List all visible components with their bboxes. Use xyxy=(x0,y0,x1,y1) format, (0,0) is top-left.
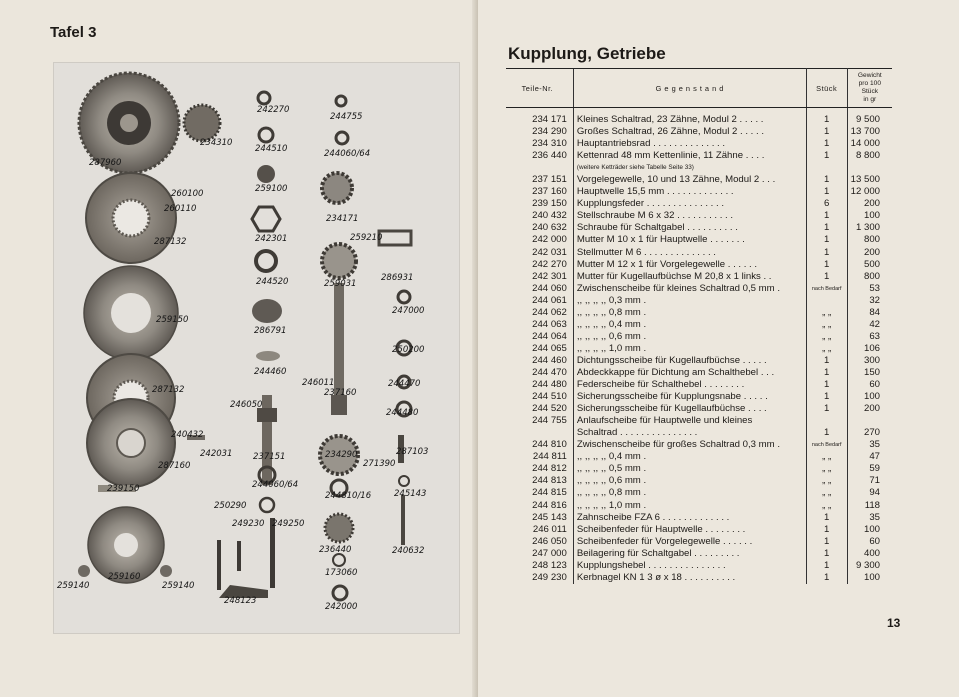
callout: 259160 xyxy=(108,572,141,582)
table-row xyxy=(506,138,892,150)
col-header-gegenstand: G e g e n s t a n d xyxy=(573,69,806,108)
table-row xyxy=(506,536,892,548)
table-row xyxy=(506,427,892,439)
part-quantity: 1 xyxy=(806,222,847,234)
callout: 287103 xyxy=(396,447,429,457)
part-weight: 500 xyxy=(863,258,880,270)
callout: 248123 xyxy=(224,596,257,606)
callout: 287160 xyxy=(158,461,191,471)
table-row xyxy=(506,186,892,198)
part-weight: 47 xyxy=(869,451,880,463)
col-header-gewicht xyxy=(847,69,892,108)
part-number: 244 812 xyxy=(532,463,567,475)
part-description: (weitere Ketträder siehe Tabelle Seite 33) xyxy=(573,162,806,174)
part-weight: 200 xyxy=(863,246,880,258)
part-quantity: „ „ xyxy=(806,451,847,463)
callout: 234290 xyxy=(325,450,358,460)
part-quantity: 1 xyxy=(806,174,847,186)
callout: 260110 xyxy=(164,204,197,214)
callout: 242301 xyxy=(255,234,288,244)
part-number: 249 230 xyxy=(532,571,567,583)
exploded-parts-photo xyxy=(53,62,460,634)
part-weight: 118 xyxy=(864,499,880,511)
table-row xyxy=(506,512,892,524)
callout: 237151 xyxy=(253,452,286,462)
part-quantity: 1 xyxy=(806,234,847,246)
table-row xyxy=(506,367,892,379)
part-number: 246 011 xyxy=(532,523,567,535)
part-number: 234 310 xyxy=(532,138,567,150)
part-weight: 35 xyxy=(869,511,880,523)
table-row xyxy=(506,560,892,572)
part-number: 240 632 xyxy=(532,222,567,234)
callout: 287132 xyxy=(154,237,187,247)
table-row xyxy=(506,222,892,234)
part-weight: 60 xyxy=(869,535,880,547)
part-description: ,, ,, ,, ,, 0,4 mm . xyxy=(573,319,806,331)
callout: 286931 xyxy=(381,273,414,283)
part-description: Kupplungsfeder . . . . . . . . . . . . . . . xyxy=(573,198,806,210)
col-header-nr: Teile-Nr. xyxy=(506,69,573,108)
part-number: 240 432 xyxy=(532,210,567,222)
table-body xyxy=(506,108,892,584)
part-quantity: 1 xyxy=(806,355,847,367)
part-quantity: „ „ xyxy=(806,487,847,499)
callout: 245143 xyxy=(394,489,427,499)
callout: 287960 xyxy=(89,158,122,168)
part-quantity: 6 xyxy=(806,198,847,210)
part-number: 239 150 xyxy=(532,198,567,210)
part-number: 244 815 xyxy=(532,487,567,499)
part-description: Kupplungshebel . . . . . . . . . . . . . . . xyxy=(573,560,806,572)
part-description: Vorgelegewelle, 10 und 13 Zähne, Modul 2 . . . xyxy=(573,174,806,186)
callout: 286791 xyxy=(254,326,287,336)
part-number: 244 816 xyxy=(532,499,567,511)
table-row xyxy=(506,126,892,138)
part-weight: 42 xyxy=(869,318,880,330)
gewicht-line-3: in gr xyxy=(863,96,877,103)
callout: 242270 xyxy=(257,105,290,115)
part-weight: 800 xyxy=(863,234,880,246)
part-quantity: 1 xyxy=(806,271,847,283)
part-weight xyxy=(847,415,892,427)
part-number: 247 000 xyxy=(532,547,567,559)
callout: 234171 xyxy=(326,214,359,224)
table-row xyxy=(506,247,892,259)
part-description: Sicherungsscheibe für Kupplungsnabe . . . . . xyxy=(573,391,806,403)
part-quantity xyxy=(806,415,847,427)
part-number: 242 270 xyxy=(532,258,567,270)
callout: 259100 xyxy=(255,184,288,194)
gewicht-line-2: pro 100 Stück xyxy=(858,80,882,95)
part-description: Scheibenfeder für Vorgelegewelle . . . . . . xyxy=(573,536,806,548)
part-quantity: 1 xyxy=(806,427,847,439)
callout: 259140 xyxy=(162,581,195,591)
part-quantity: 1 xyxy=(806,379,847,391)
part-description: Kettenrad 48 mm Kettenlinie, 11 Zähne . . . . xyxy=(573,150,806,162)
part-weight: 9 500 xyxy=(855,114,880,125)
part-quantity: nach Bedarf xyxy=(806,283,847,295)
spring-and-plate-image xyxy=(78,485,172,583)
part-quantity: 1 xyxy=(806,150,847,162)
part-number xyxy=(506,427,573,439)
table-row xyxy=(506,319,892,331)
part-quantity: 1 xyxy=(806,524,847,536)
clutch-lining-disc-image xyxy=(86,173,176,263)
part-number: 242 031 xyxy=(532,246,567,258)
callout: 249250 xyxy=(272,519,305,529)
part-description: Zwischenscheibe für kleines Schaltrad 0,5 mm . xyxy=(573,283,806,295)
part-description: Mutter für Kugellaufbüchse M 20,8 x 1 links . . xyxy=(573,271,806,283)
callout: 259031 xyxy=(324,279,357,289)
part-number: 244 811 xyxy=(532,451,567,463)
table-row xyxy=(506,548,892,560)
gear-shafts-image xyxy=(320,96,358,600)
part-weight: 270 xyxy=(863,427,880,439)
part-quantity: „ „ xyxy=(806,331,847,343)
table-row xyxy=(506,355,892,367)
part-description: Sicherungsscheibe für Kugellaufbüchse . . . . xyxy=(573,403,806,415)
table-row xyxy=(506,391,892,403)
part-weight: 300 xyxy=(863,354,880,366)
callout: 244510 xyxy=(255,144,288,154)
callout: 237160 xyxy=(324,388,357,398)
part-quantity: 1 xyxy=(806,536,847,548)
part-number: 234 171 xyxy=(532,114,567,125)
callout: 259140 xyxy=(57,581,90,591)
callout: 240432 xyxy=(171,430,204,440)
part-weight: 71 xyxy=(869,475,880,487)
part-weight: 1 300 xyxy=(855,222,880,234)
table-row xyxy=(506,283,892,295)
part-weight: 60 xyxy=(869,379,880,391)
pressure-plate-image xyxy=(87,399,205,487)
table-row xyxy=(506,234,892,246)
part-description: Beilagering für Schaltgabel . . . . . . . . . xyxy=(573,548,806,560)
table-row xyxy=(506,259,892,271)
part-number: 242 301 xyxy=(532,270,567,282)
part-quantity: 1 xyxy=(806,391,847,403)
callout: 242000 xyxy=(325,602,358,612)
part-description: Federscheibe für Schalthebel . . . . . . . . xyxy=(573,379,806,391)
part-quantity: nach Bedarf xyxy=(806,439,847,451)
part-number: 246 050 xyxy=(532,535,567,547)
part-quantity: „ „ xyxy=(806,463,847,475)
callout: 259210 xyxy=(350,233,383,243)
part-weight: 8 800 xyxy=(855,150,880,162)
part-quantity: 1 xyxy=(806,126,847,138)
part-quantity: 1 xyxy=(806,512,847,524)
part-weight: 94 xyxy=(869,487,880,499)
part-number xyxy=(506,162,573,174)
part-number: 236 440 xyxy=(532,150,567,162)
table-row xyxy=(506,198,892,210)
part-quantity: 1 xyxy=(806,560,847,572)
callout: 250200 xyxy=(392,345,425,355)
part-quantity: 1 xyxy=(806,259,847,271)
table-row xyxy=(506,210,892,222)
part-description: Stellschraube M 6 x 32 . . . . . . . . . . . xyxy=(573,210,806,222)
part-weight: 800 xyxy=(863,270,880,282)
table-row xyxy=(506,108,892,127)
left-page xyxy=(0,0,478,697)
table-row xyxy=(506,174,892,186)
part-weight: 200 xyxy=(863,403,880,415)
callout: 242031 xyxy=(200,449,233,459)
part-description: ,, ,, ,, ,, 0,4 mm . xyxy=(573,451,806,463)
part-quantity: 1 xyxy=(806,210,847,222)
part-quantity: 1 xyxy=(806,108,847,127)
section-title: Kupplung, Getriebe xyxy=(508,44,666,63)
part-quantity: „ „ xyxy=(806,475,847,487)
callout: 244810/16 xyxy=(325,491,372,501)
table-row xyxy=(506,162,892,174)
part-number: 244 061 xyxy=(532,294,567,306)
table-row xyxy=(506,150,892,162)
callout: 260100 xyxy=(171,189,204,199)
part-quantity: „ „ xyxy=(806,500,847,512)
part-description: Großes Schaltrad, 26 Zähne, Modul 2 . . . . . xyxy=(573,126,806,138)
callout: 246011 xyxy=(302,378,335,388)
part-quantity: 1 xyxy=(806,548,847,560)
part-description: Scheibenfeder für Hauptwelle . . . . . . . . xyxy=(573,524,806,536)
table-row xyxy=(506,379,892,391)
part-description: Hauptwelle 15,5 mm . . . . . . . . . . . . . xyxy=(573,186,806,198)
part-number: 245 143 xyxy=(532,511,567,523)
part-description: ,, ,, ,, ,, 0,8 mm . xyxy=(573,307,806,319)
part-weight: 150 xyxy=(863,366,880,378)
table-row xyxy=(506,572,892,584)
part-quantity: 1 xyxy=(806,138,847,150)
table-row xyxy=(506,463,892,475)
table-row xyxy=(506,403,892,415)
part-weight: 400 xyxy=(863,547,880,559)
callout: 287132 xyxy=(152,385,185,395)
part-weight: 32 xyxy=(869,294,880,306)
callout: 244460 xyxy=(254,367,287,377)
page-number: 13 xyxy=(887,616,901,630)
part-number: 244 460 xyxy=(532,354,567,366)
table-row xyxy=(506,271,892,283)
table-row xyxy=(506,331,892,343)
table-row xyxy=(506,343,892,355)
part-weight: 84 xyxy=(869,306,880,318)
callout: 240632 xyxy=(392,546,425,556)
part-weight: 100 xyxy=(863,391,880,403)
part-description: Schraube für Schaltgabel . . . . . . . . . . xyxy=(573,222,806,234)
part-description: ,, ,, ,, ,, 0,5 mm . xyxy=(573,463,806,475)
part-description: ,, ,, ,, ,, 0,3 mm . xyxy=(573,295,806,307)
callout: 244060/64 xyxy=(252,480,299,490)
part-weight: 9 300 xyxy=(855,559,880,571)
part-number: 237 160 xyxy=(532,186,567,198)
part-weight: 59 xyxy=(869,463,880,475)
table-row xyxy=(506,415,892,427)
part-weight: 100 xyxy=(863,571,880,583)
part-number: 244 470 xyxy=(532,366,567,378)
callout: 249230 xyxy=(232,519,265,529)
part-weight: 53 xyxy=(869,282,880,294)
part-quantity: „ „ xyxy=(806,343,847,355)
part-weight: 14 000 xyxy=(850,138,880,150)
parts-table xyxy=(506,68,892,584)
table-row xyxy=(506,295,892,307)
part-number: 244 064 xyxy=(532,330,567,342)
part-number: 234 290 xyxy=(532,126,567,138)
part-description: ,, ,, ,, ,, 0,6 mm . xyxy=(573,331,806,343)
part-quantity: „ „ xyxy=(806,307,847,319)
callout: 173060 xyxy=(325,568,358,578)
part-description: Kleines Schaltrad, 23 Zähne, Modul 2 . . . . . xyxy=(573,108,806,127)
part-description: Hauptantriebsrad . . . . . . . . . . . . . . xyxy=(573,138,806,150)
part-number: 244 063 xyxy=(532,318,567,330)
table-row xyxy=(506,451,892,463)
part-quantity: 1 xyxy=(806,186,847,198)
part-description: ,, ,, ,, ,, 0,6 mm . xyxy=(573,475,806,487)
callout: 271390 xyxy=(363,459,396,469)
part-number: 244 065 xyxy=(532,342,567,354)
callout: 244470 xyxy=(388,379,421,389)
part-description: Zwischenscheibe für großes Schaltrad 0,3 mm . xyxy=(573,439,806,451)
part-quantity: 1 xyxy=(806,403,847,415)
part-description: Abdeckkappe für Dichtung am Schalthebel . . . xyxy=(573,367,806,379)
part-number: 244 755 xyxy=(532,415,567,427)
parts-illustration xyxy=(54,63,459,633)
clutch-lever-image xyxy=(217,518,275,598)
callout: 244755 xyxy=(330,112,363,122)
part-quantity: 1 xyxy=(806,572,847,584)
part-description: Stellmutter M 6 . . . . . . . . . . . . . . xyxy=(573,247,806,259)
table-row xyxy=(506,307,892,319)
callout: 259150 xyxy=(156,315,189,325)
part-number: 242 000 xyxy=(532,234,567,246)
part-quantity: 1 xyxy=(806,367,847,379)
callout: 250290 xyxy=(214,501,247,511)
clutch-steel-plate-image xyxy=(84,266,178,360)
part-description: ,, ,, ,, ,, 1,0 mm . xyxy=(573,343,806,355)
part-description: Zahnscheibe FZA 6 . . . . . . . . . . . . . xyxy=(573,512,806,524)
part-number: 248 123 xyxy=(532,559,567,571)
part-weight: 200 xyxy=(863,198,880,210)
part-quantity: 1 xyxy=(806,247,847,259)
part-description: Dichtungsscheibe für Kugellaufbüchse . . . . . xyxy=(573,355,806,367)
callout: 246050 xyxy=(230,400,263,410)
part-description: ,, ,, ,, ,, 0,8 mm . xyxy=(573,487,806,499)
part-weight: 13 700 xyxy=(850,126,880,138)
part-number: 244 510 xyxy=(532,391,567,403)
table-row xyxy=(506,487,892,499)
col-header-stueck: Stück xyxy=(806,69,847,108)
part-description: Schaltrad . . . . . . . . . . . . . . . xyxy=(573,427,806,439)
table-row xyxy=(506,524,892,536)
callout: 244520 xyxy=(256,277,289,287)
table-row xyxy=(506,475,892,487)
callout: 244480 xyxy=(386,408,419,418)
part-weight: 106 xyxy=(863,342,880,354)
part-number: 244 520 xyxy=(532,403,567,415)
part-description: ,, ,, ,, ,, 1,0 mm . xyxy=(573,500,806,512)
part-quantity xyxy=(806,295,847,307)
part-number: 237 151 xyxy=(532,174,567,186)
plate-title: Tafel 3 xyxy=(50,24,97,41)
part-number: 244 060 xyxy=(532,282,567,294)
part-weight xyxy=(847,162,892,174)
part-number: 244 810 xyxy=(532,439,567,451)
part-weight: 13 500 xyxy=(850,174,880,186)
part-quantity: „ „ xyxy=(806,319,847,331)
part-description: Mutter M 12 x 1 für Vorgelegewelle . . . . . . xyxy=(573,259,806,271)
part-weight: 63 xyxy=(869,330,880,342)
part-description: Mutter M 10 x 1 für Hauptwelle . . . . . . . xyxy=(573,234,806,246)
part-weight: 35 xyxy=(869,439,880,451)
part-number: 244 062 xyxy=(532,306,567,318)
part-weight: 12 000 xyxy=(850,186,880,198)
part-description: Kerbnagel KN 1 3 ø x 18 . . . . . . . . . . xyxy=(573,572,806,584)
part-weight: 100 xyxy=(863,210,880,222)
table-row xyxy=(506,439,892,451)
washers-column-image xyxy=(252,92,282,512)
callout: 234310 xyxy=(200,138,233,148)
callout: 244060/64 xyxy=(324,149,371,159)
table-row xyxy=(506,500,892,512)
part-weight: 100 xyxy=(863,523,880,535)
callout: 236440 xyxy=(319,545,352,555)
part-description: Anlaufscheibe für Hauptwelle und kleines xyxy=(573,415,806,427)
part-quantity xyxy=(806,162,847,174)
callout: 247000 xyxy=(392,306,425,316)
part-number: 244 480 xyxy=(532,379,567,391)
part-number: 244 813 xyxy=(532,475,567,487)
callout: 239150 xyxy=(107,484,140,494)
gewicht-line-1: Gewicht xyxy=(857,72,882,79)
table-header-row xyxy=(506,69,892,108)
